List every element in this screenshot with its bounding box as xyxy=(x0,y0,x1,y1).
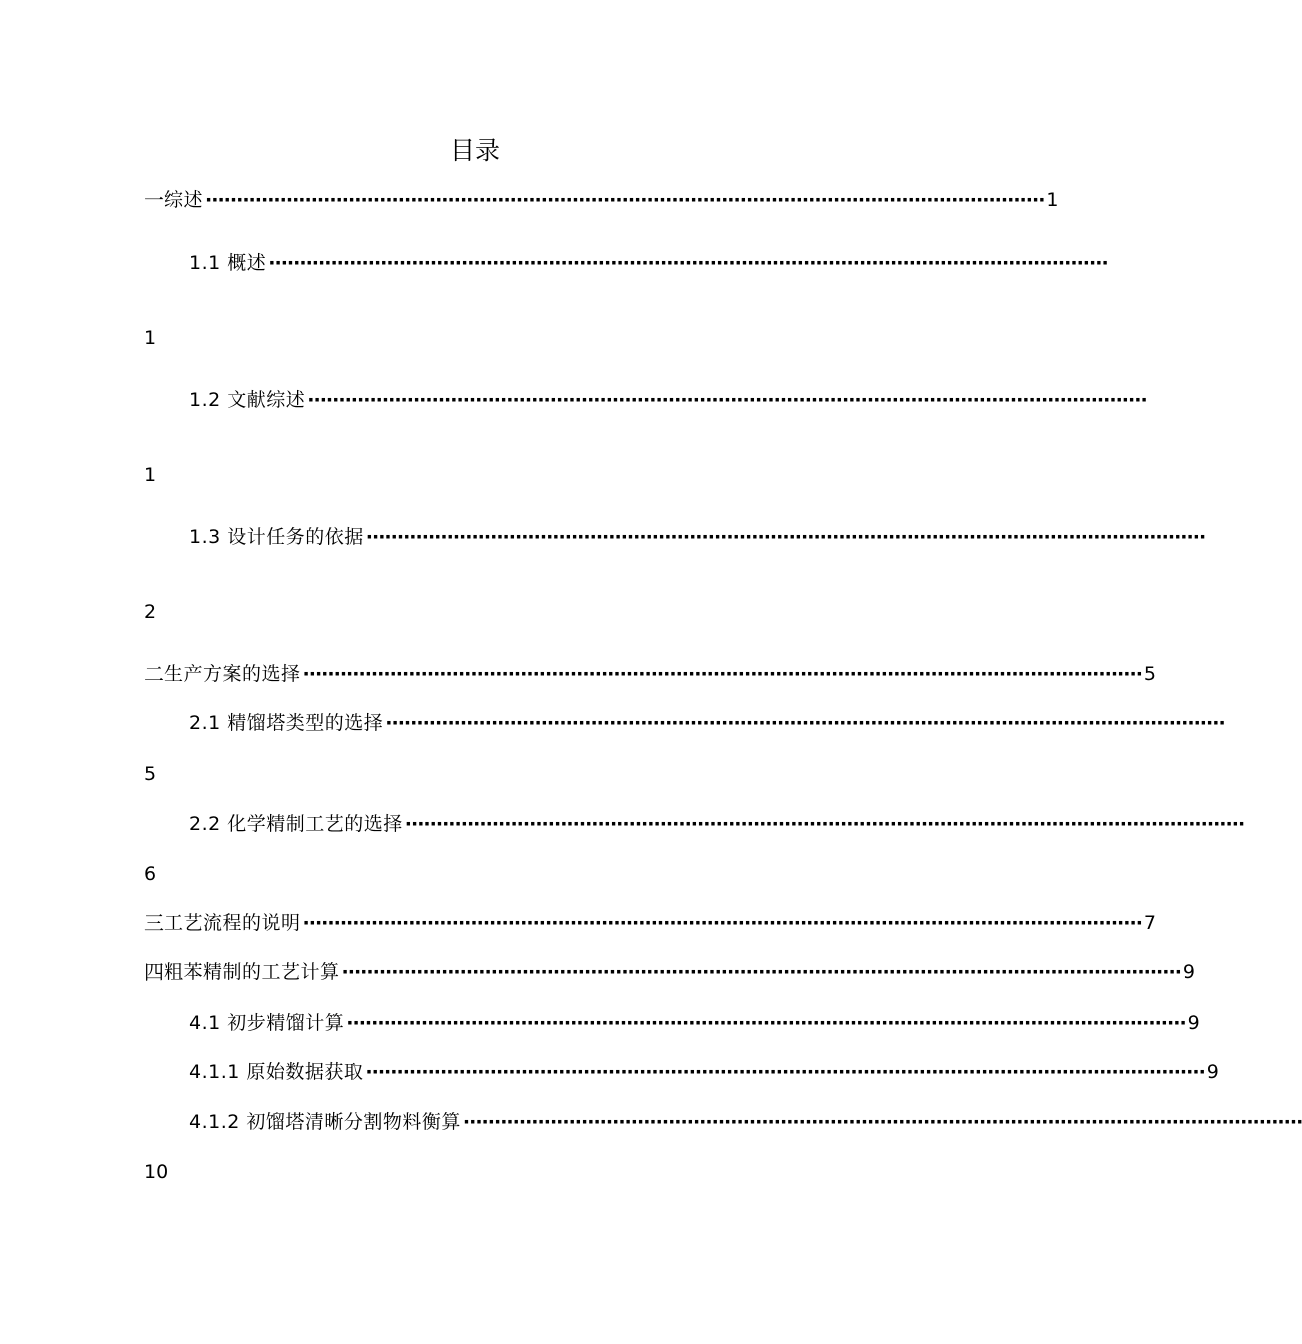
entry-label: 2.2 化学精制工艺的选择 xyxy=(189,813,403,835)
chapter-number: 一 xyxy=(144,188,164,212)
toc-entry-4-1[interactable] xyxy=(189,1008,1200,1038)
toc-entry-4-1-2[interactable] xyxy=(189,1107,1302,1137)
page-number: 2 xyxy=(144,601,157,623)
page-number: 1 xyxy=(144,327,157,349)
dot-leader: ······································································································································· xyxy=(346,1012,1186,1034)
dot-leader: ······································································································································· xyxy=(365,1061,1205,1083)
dot-leader: ······································································································································· xyxy=(365,526,1206,548)
page-number: 9 xyxy=(1206,1061,1219,1083)
toc-entry-1-3[interactable] xyxy=(189,522,1206,552)
dot-leader: ······································································································································· xyxy=(268,252,1108,274)
page-number: 7 xyxy=(1143,912,1157,934)
dot-leader: ······································································································································· xyxy=(404,813,1245,835)
entry-label: 4.1.2 初馏塔清晰分割物料衡算 xyxy=(189,1111,461,1133)
toc-entry-2-1[interactable] xyxy=(189,708,1225,738)
entry-label: 1.1 概述 xyxy=(189,252,267,274)
page-number: 9 xyxy=(1187,1012,1200,1034)
toc-entry-3[interactable] xyxy=(144,908,1157,938)
entry-label: 工艺流程的说明 xyxy=(164,912,301,934)
page-number: 6 xyxy=(144,863,157,885)
dot-leader: ······································································································································· xyxy=(385,712,1225,734)
page-number: 9 xyxy=(1182,961,1196,983)
toc-entry-4[interactable] xyxy=(144,957,1196,987)
chapter-number: 四 xyxy=(144,960,164,984)
dot-leader: ······································································································································· xyxy=(341,961,1181,983)
toc-entry-2[interactable] xyxy=(144,659,1157,689)
entry-label: 1.2 文献综述 xyxy=(189,389,306,411)
dot-leader: ······································································································································· xyxy=(205,189,1045,211)
dot-leader: ······································································································································· xyxy=(462,1111,1302,1133)
entry-label: 4.1.1 原始数据获取 xyxy=(189,1061,364,1083)
dot-leader: ······································································································································· xyxy=(302,912,1142,934)
page-number: 5 xyxy=(144,763,157,785)
toc-entry-4-1-1[interactable] xyxy=(189,1057,1219,1087)
entry-label: 综述 xyxy=(164,189,204,211)
page-number: 1 xyxy=(144,464,157,486)
page-number: 10 xyxy=(144,1161,169,1183)
page-number: 5 xyxy=(1143,663,1157,685)
toc-entry-1-2[interactable] xyxy=(189,385,1147,415)
dot-leader: ······································································································································· xyxy=(302,663,1142,685)
chapter-number: 二 xyxy=(144,662,164,686)
toc-entry-1[interactable] xyxy=(144,185,1059,215)
entry-label: 生产方案的选择 xyxy=(164,663,301,685)
toc-title: 目录 xyxy=(449,136,500,165)
chapter-number: 三 xyxy=(144,911,164,935)
entry-label: 2.1 精馏塔类型的选择 xyxy=(189,712,384,734)
entry-label: 4.1 初步精馏计算 xyxy=(189,1012,345,1034)
entry-label: 1.3 设计任务的依据 xyxy=(189,526,364,548)
toc-entry-2-2[interactable] xyxy=(189,809,1245,839)
dot-leader: ······································································································································· xyxy=(307,389,1147,411)
entry-label: 粗苯精制的工艺计算 xyxy=(164,961,340,983)
page-number: 1 xyxy=(1046,189,1059,211)
toc-entry-1-1[interactable] xyxy=(189,248,1108,278)
